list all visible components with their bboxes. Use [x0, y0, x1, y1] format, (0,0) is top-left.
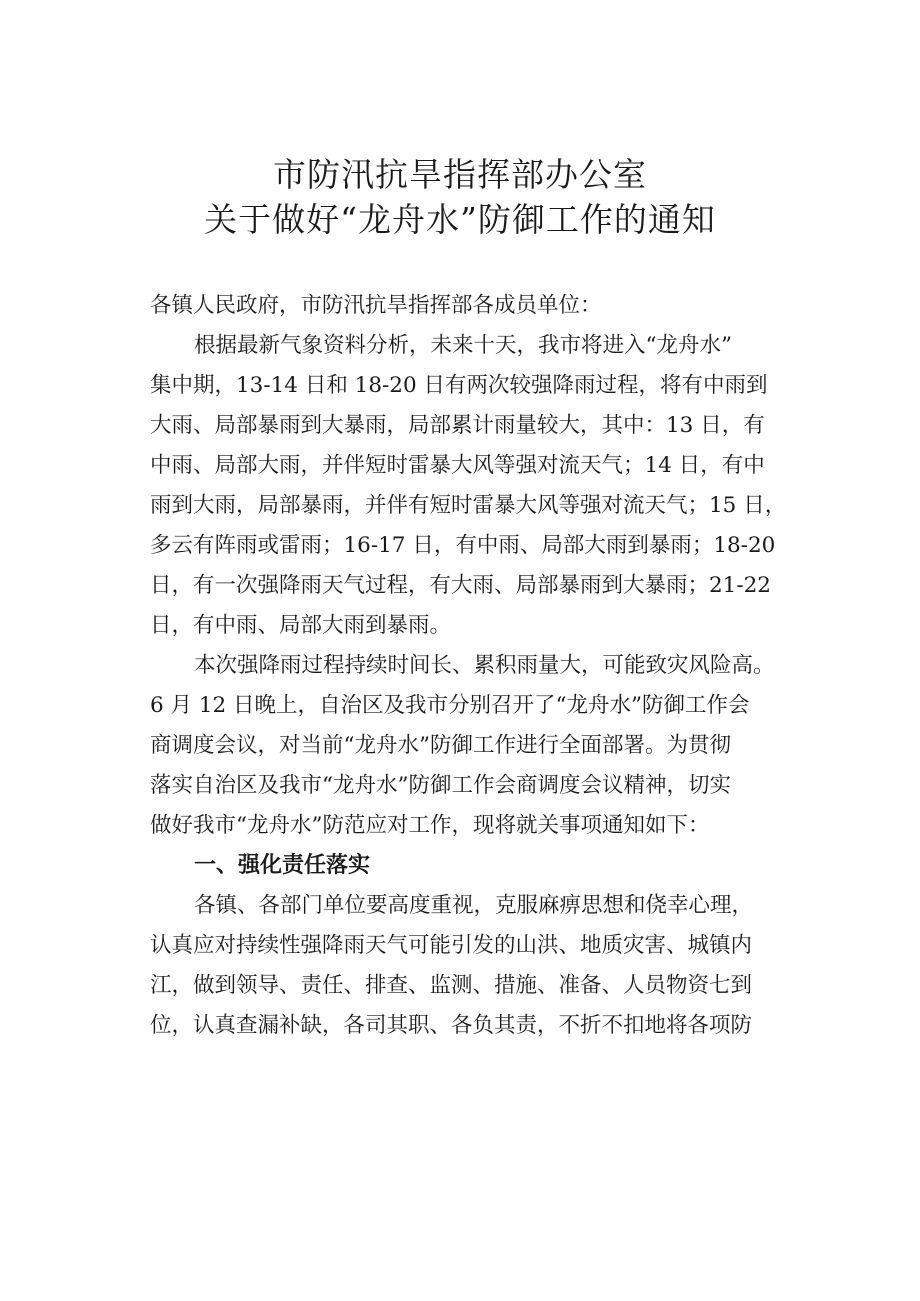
paragraph-line: 雨到大雨，局部暴雨，并伴有短时雷暴大风等强对流天气；15 日，: [150, 493, 787, 518]
title-line-1: 市防汛抗旱指挥部办公室: [273, 155, 647, 194]
paragraph-line: 根据最新气象资料分析，未来十天，我市将进入“龙舟水”: [194, 333, 732, 358]
document-title: [0, 152, 920, 242]
title-line-2: 关于做好“龙舟水”防御工作的通知: [204, 200, 716, 239]
paragraph-line: 做好我市“龙舟水”防范应对工作，现将就关事项通知如下：: [150, 813, 710, 838]
paragraph-line: 认真应对持续性强降雨天气可能引发的山洪、地质灾害、城镇内: [150, 933, 753, 958]
paragraph-responsibility: [150, 886, 810, 1046]
paragraph-line: 落实自治区及我市“龙舟水”防御工作会商调度会议精神，切实: [150, 773, 731, 798]
paragraph-line: 位，认真查漏补缺，各司其职、各负其责，不折不扣地将各项防: [150, 1013, 753, 1038]
paragraph-line: 日，有一次强降雨天气过程，有大雨、局部暴雨到大暴雨；21-22: [150, 573, 771, 598]
paragraph-line: 集中期，13-14 日和 18-20 日有两次较强降雨过程，将有中雨到: [150, 373, 768, 398]
paragraph-line: 6 月 12 日晚上，自治区及我市分别召开了“龙舟水”防御工作会: [150, 693, 750, 718]
paragraph-line: 日，有中雨、局部大雨到暴雨。: [150, 613, 452, 638]
document-body: [150, 286, 810, 1046]
paragraph-line: 江，做到领导、责任、排查、监测、措施、准备、人员物资七到: [150, 973, 753, 998]
paragraph-forecast: [150, 326, 810, 646]
section-heading-1: 一、强化责任落实: [194, 853, 371, 878]
paragraph-deployment: [150, 646, 810, 846]
paragraph-line: 各镇、各部门单位要高度重视，克服麻痹思想和侥幸心理，: [194, 893, 754, 918]
paragraph-line: 中雨、局部大雨，并伴短时雷暴大风等强对流天气；14 日，有中: [150, 453, 765, 478]
salutation: 各镇人民政府，市防汛抗旱指挥部各成员单位：: [150, 293, 602, 318]
paragraph-line: 多云有阵雨或雷雨；16-17 日，有中雨、局部大雨到暴雨；18-20: [150, 533, 776, 558]
paragraph-line: 本次强降雨过程持续时间长、累积雨量大，可能致灾风险高。: [194, 653, 775, 678]
paragraph-line: 商调度会议，对当前“龙舟水”防御工作进行全面部署。为贯彻: [150, 733, 731, 758]
paragraph-line: 大雨、局部暴雨到大暴雨，局部累计雨量较大，其中：13 日，有: [150, 413, 765, 438]
